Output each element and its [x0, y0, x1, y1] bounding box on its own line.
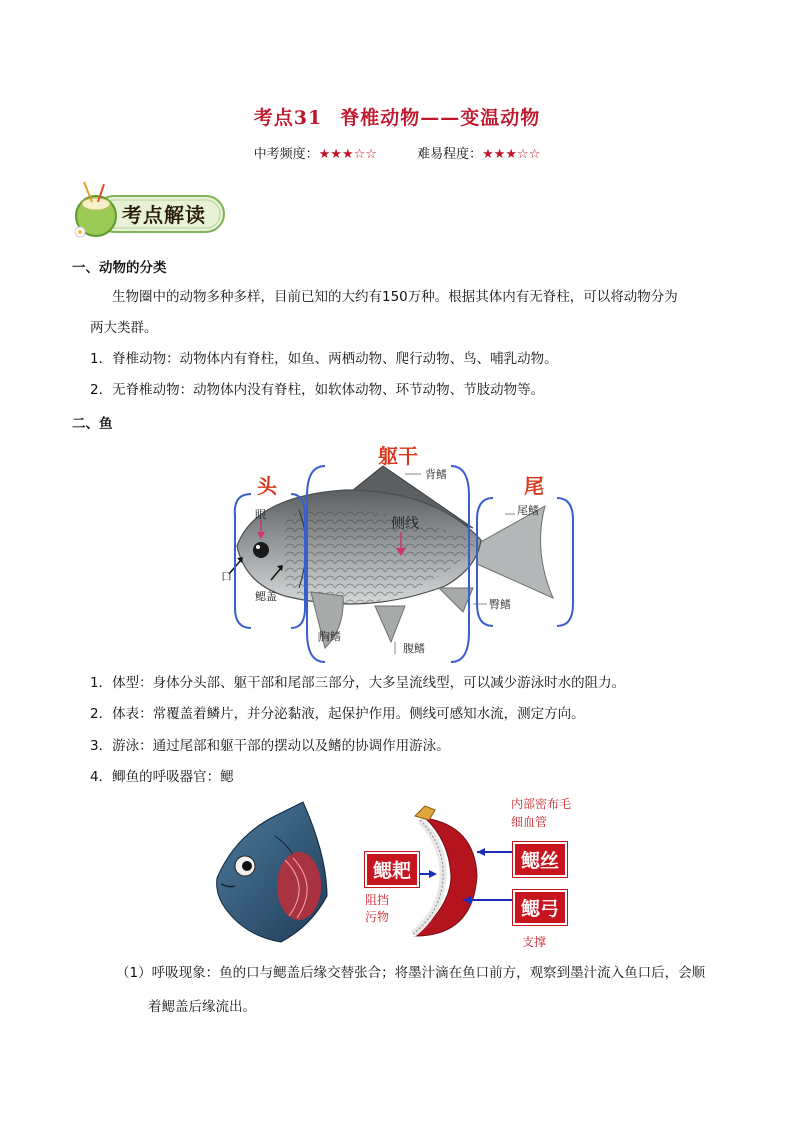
title-text: 脊椎动物——变温动物 — [340, 107, 541, 129]
sub-item-line: 着鳃盖后缘流出。 — [148, 999, 256, 1015]
label-tail-fin: 尾鳍 — [517, 504, 539, 517]
support-note: 支撑 — [522, 935, 547, 949]
label-head: 头 — [257, 474, 277, 498]
label-pectoral-fin: 胸鳍 — [319, 630, 341, 643]
paragraph-line: 生物圈中的动物多种多样，目前已知的大约有150万种。根据其体内有无脊柱，可以将动物分为 — [112, 289, 678, 305]
section-badge — [70, 180, 228, 240]
badge-text: 考点解读 — [122, 203, 206, 227]
label-gill-filaments: 鳃丝 — [513, 842, 567, 877]
difficulty-level: 难易程度：★★★☆☆ — [417, 147, 541, 162]
diff-empty-stars: ☆☆ — [517, 147, 541, 162]
label-dorsal-fin: 背鳍 — [425, 468, 447, 481]
freq-empty-stars: ☆☆ — [353, 147, 377, 162]
freq-filled-stars: ★★★ — [318, 147, 354, 162]
capillary-note-line1: 内部密布毛 — [511, 797, 572, 811]
exam-frequency: 中考频度：★★★☆☆ — [253, 147, 377, 162]
label-mouth: 口 — [221, 570, 232, 583]
label-pelvic-fin: 腹鳍 — [403, 642, 425, 655]
list-item: 2．无脊椎动物：动物体内没有脊柱，如软体动物、环节动物、节肢动物等。 — [90, 382, 545, 398]
block-note-line1: 阻挡 — [365, 893, 390, 907]
label-tail: 尾 — [524, 474, 544, 498]
page-title — [0, 103, 794, 130]
label-eye: 眼 — [255, 508, 266, 521]
label-trunk: 躯干 — [378, 444, 418, 468]
list-item: 1．体型：身体分头部、躯干部和尾部三部分，大多呈流线型，可以减少游泳时水的阻力。 — [90, 675, 626, 691]
label-anal-fin: 臀鳍 — [489, 598, 511, 611]
list-item: 4．鲫鱼的呼吸器官：鳃 — [90, 769, 234, 785]
capillary-note-line2: 细血管 — [511, 815, 548, 829]
list-item: 2．体表：常覆盖着鳞片，并分泌黏液，起保护作用。侧线可感知水流，测定方向。 — [90, 706, 585, 722]
section-heading-fish: 二、鱼 — [72, 416, 113, 432]
fish-diagram — [215, 436, 585, 666]
gill-diagram — [215, 796, 595, 956]
label-lateral-line: 侧线 — [391, 516, 419, 532]
list-item: 1．脊椎动物：动物体内有脊柱，如鱼、两栖动物、爬行动物、鸟、哺乳动物。 — [90, 351, 558, 367]
ratings-row — [0, 143, 794, 162]
diff-filled-stars: ★★★ — [482, 147, 518, 162]
block-note-line2: 污物 — [365, 910, 390, 924]
label-gill-rakers: 鳃耙 — [365, 852, 419, 887]
sub-item-line: （1）呼吸现象：鱼的口与鳃盖后缘交替张合；将墨汁滴在鱼口前方，观察到墨汁流入鱼口后，会顺 — [116, 965, 706, 981]
paragraph-line: 两大类群。 — [90, 320, 158, 336]
title-number: 考点31 — [253, 107, 323, 129]
label-operculum: 鳃盖 — [255, 590, 277, 603]
list-item: 3．游泳：通过尾部和躯干部的摆动以及鳍的协调作用游泳。 — [90, 738, 450, 754]
section-heading-classification: 一、动物的分类 — [72, 260, 167, 276]
label-gill-arch: 鳃弓 — [513, 890, 567, 925]
